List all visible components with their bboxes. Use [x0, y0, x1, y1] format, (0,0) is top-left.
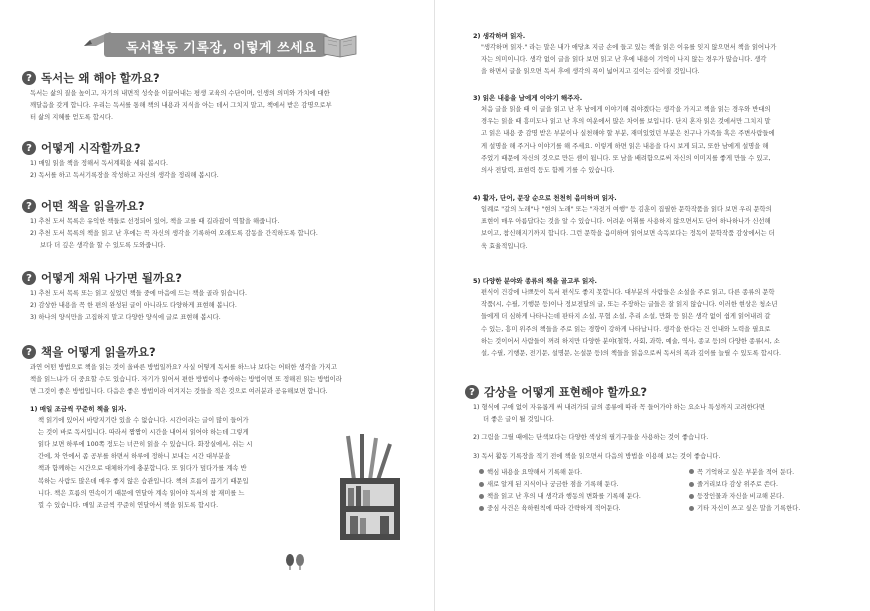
list-item: 더 좋은 글이 될 것입니다.: [483, 416, 554, 424]
bullet-icon: [479, 494, 484, 499]
section-heading: 감상을 어떻게 표현해야 할까요?: [484, 385, 648, 399]
subsection-title: 3) 읽은 내용을 남에게 이야기 해주자.: [473, 94, 583, 102]
tip-diverse-genres: [473, 275, 858, 360]
paragraph-line: 낄 수 있습니다. 매일 조금씩 꾸준히 연달아서 책을 읽도록 합시다.: [38, 502, 219, 510]
bullet-icon: [689, 506, 694, 511]
tip-item: 핵심 내용을 요약해서 기록해 둔다.: [479, 467, 689, 479]
bookshelf-pencils-illustration: [336, 432, 404, 542]
list-item: 1) 추천 도서 목록은 유익한 책들로 선정되어 있어, 책을 고를 때 길라잡이 역할을 해줍니다.: [30, 218, 280, 225]
bullet-icon: [479, 482, 484, 487]
section-how-start: [22, 140, 422, 182]
paragraph-line: 깨달음을 갖게 합니다. 우리는 독서를 통해 책의 내용과 지식을 아는 데서 그치지 말고, 책에서 받은 감명으로부: [30, 102, 332, 110]
paragraph-line: 책을 읽느냐가 더 중요할 수도 있습니다. 자기가 읽어서 편한 방법이나 좋아하는 방법이면 또 정해진 읽는 방법이라: [30, 376, 342, 384]
right-page: [435, 0, 870, 611]
title-banner: [96, 30, 336, 60]
tip-savor-slowly: [473, 192, 858, 253]
paragraph-line: 터 삶의 지혜를 얻도록 합시다.: [30, 114, 114, 122]
list-item: 보다 더 깊은 생각을 할 수 있도록 도와줍니다.: [40, 242, 166, 250]
paragraph-line: 작품(시, 수필, 기행문 등)이나 정보전달의 글, 또는 주장하는 글들은 잘 읽지 않습니다. 이러한 현상은 청소년: [481, 301, 778, 309]
section-heading: 책을 어떻게 읽을까요?: [41, 345, 156, 359]
paragraph-line: 자는 의미이니다. 생각 없이 글을 읽다 보면 읽고 난 후에 내용이 기억이 나지 않는 경우가 많습니다. 생각: [481, 56, 767, 64]
paragraph-line: 게 설명을 해 주거나 이야기를 해 주세요. 이렇게 하면 읽은 내용을 다시 보게 되고, 또한 남에게 설명을 해: [481, 142, 769, 150]
paragraph-line: 주었기 때문에 자신의 것으로 만든 셈이 됩니다. 또 남을 배려함으로써 자신의 이미지를 좋게 만들 수 있고,: [481, 154, 771, 162]
open-book-icon: [320, 28, 360, 58]
paragraph-line: 경우는 읽을 때 흥미도나 읽고 난 후의 여운에서 많은 차이를 보입니다. 단지 혼자 읽은 것에서만 그치지 말: [481, 118, 771, 126]
sprout-icon: [282, 550, 322, 570]
section-why-read: [22, 70, 422, 125]
paragraph-line: 복하는 사람도 많은데 매우 좋지 않은 습관입니다. 책의 흐름이 끊기기 때문입: [38, 477, 249, 485]
tip-item: 새로 알게 된 지식이나 궁금한 점을 기록해 둔다.: [479, 479, 689, 491]
subsection-title: 5) 다양한 분야와 종류의 책을 골고루 읽자.: [473, 277, 598, 285]
tip-think-while-reading: [473, 30, 858, 79]
list-item: 1) 추천 도서 목록 또는 읽고 싶었던 책들 중에 마음에 드는 책을 골라 읽습니다.: [30, 290, 247, 297]
list-item: 2) 감상한 내용을 꼭 한 편의 완성된 글이 아니라도 다양하게 표현해 봅니다.: [30, 302, 237, 310]
subsection-title: 4) 활자, 단어, 문장 순으로 천천히 음미하며 읽자.: [473, 194, 617, 202]
paragraph-line: 편식이 건강에 나쁘듯이 독서 편식도 좋지 못합니다. 대부분의 사람들은 소설을 주로 읽고, 다른 종류의 문학: [481, 289, 775, 296]
paragraph-line: 보이고, 참신해지기까지 합니다. 그런 문학을 음미하며 읽어보면 속독보다는 정독이 문학작품 감상에서는 더: [481, 230, 775, 238]
bullet-icon: [689, 494, 694, 499]
tip-item: 등장인물과 자신을 비교해 본다.: [689, 491, 849, 503]
paragraph-line: 과연 어떤 방법으로 책을 읽는 것이 올바른 방법일까요? 사실 어떻게 독서를 하느냐 보다는 어떠한 생각을 가지고: [30, 364, 338, 371]
tip-item: 기타 자신이 쓰고 싶은 말을 기록한다.: [689, 503, 849, 515]
section-heading: 독서는 왜 해야 할까요?: [41, 71, 160, 85]
section-heading: 어떻게 채워 나가면 될까요?: [41, 271, 182, 285]
question-icon: ?: [22, 271, 36, 285]
paragraph-line: 표현이 매우 아름답다는 것을 알 수 있습니다. 어려운 어휘를 사용하지 않으면서도 단어 하나하나가 신선해: [481, 218, 771, 226]
paragraph-line: 는 것이 바로 독서입니다. 따라서 짬짬이 시간을 내어서 읽어야 하는데 그렇게: [38, 428, 249, 436]
section-heading: 어떻게 시작할까요?: [41, 141, 141, 155]
list-item: 1) 형식에 구애 없이 자유롭게 써 내려가되 글의 종류에 따라 꼭 들어가야 하는 요소나 특성까지 고려한다면: [473, 404, 765, 411]
paragraph-line: 하는 것이어서 사람들이 꺼려 하지만 다양한 분야(철학, 사회, 과학, 예술, 역사, 종교 등)의 다양한 종류(시, 소: [481, 337, 780, 345]
question-icon: ?: [22, 141, 36, 155]
tip-item: 책을 읽고 난 후의 내 생각과 행동의 변화를 기록해 둔다.: [479, 491, 689, 503]
paragraph-line: 일례로 "갈의 노래"나 "현의 노래" 또는 "자전거 여행" 등 김훈이 집필한 문학작품을 읽다 보면 우리 문학의: [481, 206, 772, 213]
section-express-impression: [465, 384, 860, 516]
page-title: 독서활동 기록장, 이렇게 쓰세요: [126, 41, 317, 56]
paragraph-line: 간에, 차 안에서 좀 공부를 하면서 하루에 정하니 보내는 시간 대부분을: [38, 453, 231, 461]
question-icon: ?: [465, 385, 479, 399]
list-item: 2) 독서를 하고 독서기록장을 작성하고 자신의 생각을 정리해 봅시다.: [30, 172, 219, 180]
paragraph-line: 들에게 더 심하게 나타나는데 판타지 소설, 무협 소설, 추리 소설, 만화 등 읽은 생각 없이 쉽게 읽어내려 갈: [481, 313, 771, 321]
tips-list: [465, 467, 860, 516]
paragraph-line: 처음 글을 읽을 때 이 글을 읽고 난 후 남에게 이야기해 줘야겠다는 생각을 가지고 책을 읽는 경우와 반대의: [481, 106, 771, 113]
paragraph-line: 니다. 책은 흐름의 연속이기 때문에 연달아 계속 읽어야 독서의 참 재미를 느: [38, 489, 245, 497]
bullet-icon: [689, 469, 694, 474]
paragraph-line: 의사 전달력, 표현력 등도 함께 기를 수 있습니다.: [481, 167, 615, 175]
subsection-title: 1) 매일 조금씩 꾸준히 책을 읽자.: [30, 404, 127, 413]
list-item: 2) 추천 도서 목록의 책을 읽고 난 후에는 꼭 자신의 생각을 기록하여 오래도록 감동을 간직하도록 합니다.: [30, 230, 318, 238]
subsection-title: 2) 생각하며 읽자.: [473, 32, 526, 40]
section-which-books: [22, 198, 422, 253]
list-item: 3) 하나의 양식만을 고집하지 말고 다양한 양식에 글로 표현해 봅시다.: [30, 314, 221, 322]
paragraph-line: 독서는 삶의 질을 높이고, 자기의 내면적 성숙을 이끌어내는 평생 교육의 수단이며, 인생의 의미와 가치에 대한: [30, 90, 330, 97]
bullet-icon: [689, 482, 694, 487]
paragraph-line: 을 하면서 글을 읽으면 독서 후에 생각의 폭이 넓어지고 깊이는 깊어질 것입니다.: [481, 68, 700, 76]
tip-item: 줄거리보다 감상 위주로 쓴다.: [689, 479, 849, 491]
bullet-icon: [479, 506, 484, 511]
question-icon: ?: [22, 199, 36, 213]
tip-item: 중심 사건은 육하원칙에 따라 간략하게 적어둔다.: [479, 503, 689, 515]
question-icon: ?: [22, 345, 36, 359]
list-item: 3) 독서 활동 기록장을 적기 전에 책을 읽으면서 다음의 방법을 이용해 보는 것이 좋습니다.: [473, 452, 721, 460]
section-how-fill: [22, 270, 422, 325]
paragraph-line: 책 읽기에 있어서 바탕지기란 있을 수 없습니다. 시간이라는 글이 많이 들어가: [38, 416, 249, 424]
bullet-icon: [479, 469, 484, 474]
list-item: 2) 그림을 그릴 때에는 단색보다는 다양한 색상의 필기구들을 사용하는 것이 좋습니다.: [473, 434, 709, 442]
paragraph-line: "생각하며 읽자." 라는 말은 내가 애당초 지금 손에 들고 있는 책을 읽은 이유를 잊지 않으면서 책을 읽어나가: [481, 44, 777, 51]
paragraph-line: 수 있는, 흥미 위주의 책들을 주로 읽는 경향이 강하게 나타납니다. 생각을 한다는 건 인내와 노력을 필요로: [481, 325, 771, 333]
paragraph-line: 책과 함께하는 시간으로 대체하기에 충분합니다. 또 읽다가 덮다가를 계속 반: [38, 465, 247, 473]
section-heading: 어떤 책을 읽을까요?: [41, 199, 145, 213]
paragraph-line: 읽다 보면 하루에 100쪽 정도는 너끈히 읽을 수 있습니다. 화장실에서, 쉬는 시: [38, 441, 253, 449]
paragraph-line: 고 읽은 내용 중 감명 받은 부분이나 실천해야 할 부분, 재미있었던 부분은 친구나 가족들 혹은 주변사람들에: [481, 130, 775, 138]
list-item: 1) 매일 읽을 책을 정해서 독서계획을 세워 봅시다.: [30, 160, 169, 167]
paragraph-line: 욱 효율적입니다.: [481, 242, 528, 250]
question-icon: ?: [22, 71, 36, 85]
paragraph-line: 면 그것이 좋은 방법입니다. 다음은 좋은 방법이라 여겨지는 것들을 적은 것으로 여러분과 공유해보면 합니다.: [30, 388, 328, 396]
tip-tell-others: [473, 92, 858, 177]
tip-item: 꼭 기억하고 싶은 부분을 적어 둔다.: [689, 467, 849, 479]
paragraph-line: 설, 수필, 기행문, 전기문, 설명문, 논설문 등)의 책들을 읽음으로써 독서의 폭과 깊이를 늘릴 수 있도록 합시다.: [481, 350, 781, 358]
